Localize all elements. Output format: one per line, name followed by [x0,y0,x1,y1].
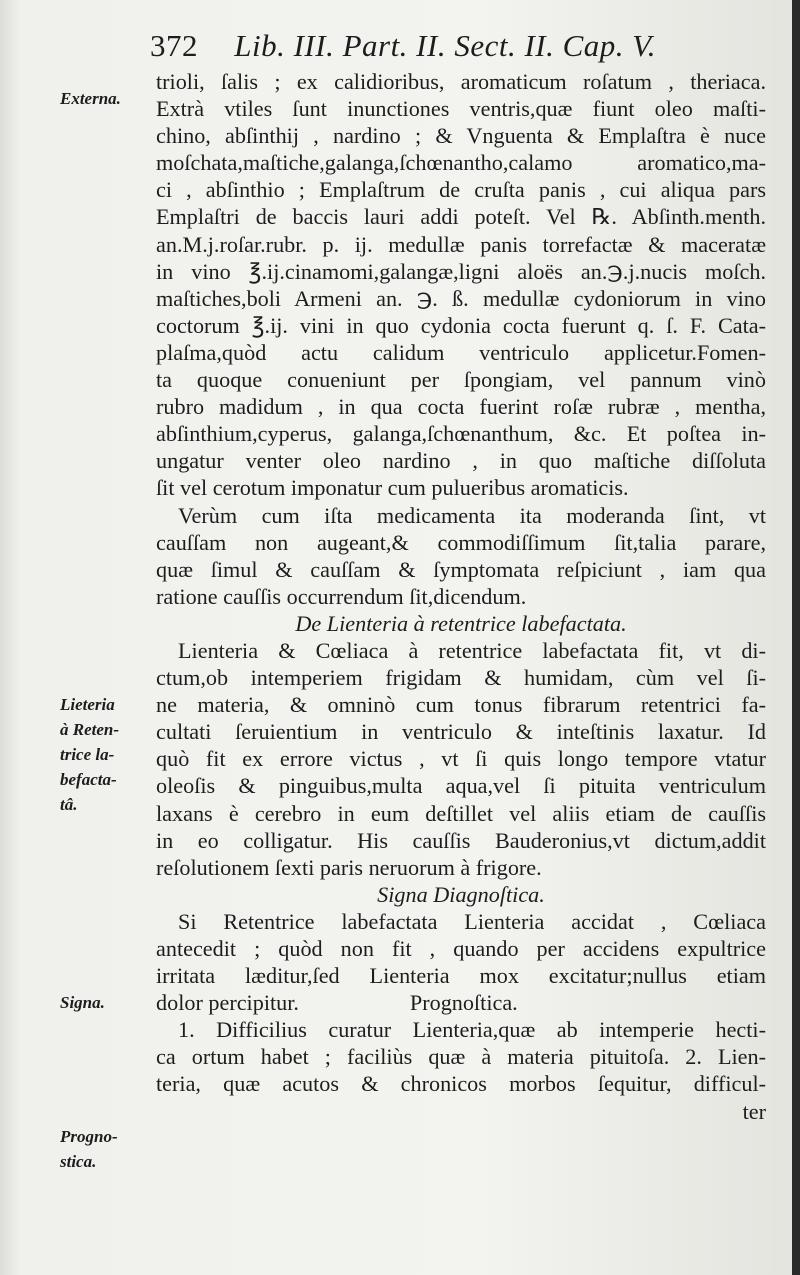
text-line: antecedit ; quòd non fit , quando per accidens expultrice [156,936,766,961]
text-line: in vino ℥.ij.cinamomi,galangæ,ligni aloës an.℈.j.nucis moſch. [156,258,766,284]
text-line: ne materia, & omninò cum tonus fibrarum retentrici fa- [156,692,766,718]
margin-note-lienteria [60,692,152,817]
margin-note-line: Progno- [60,1127,118,1146]
text-line: coctorum ℥.ij. vini in quo cydonia cocta fuerunt q. ſ. F. Cata- [156,312,766,338]
text-line: reſolutionem ſexti paris neruorum à frigore. [156,854,542,880]
text-line: laxans è cerebro in eum deſtillet vel aliis etiam de cauſſis [156,800,766,826]
margin-note-line: befacta- [60,770,117,789]
text-line: trioli, ſalis ; ex calidioribus, aromaticum roſatum , theriaca. [156,69,766,94]
margin-note-line: tâ. [60,795,78,814]
section-heading: Signa Diagnoſtica. [377,881,545,907]
catchword: ter [742,1098,766,1124]
text-line: Lienteria & Cœliaca à retentrice labefactata fit, vt di- [178,637,766,663]
main-text [156,68,766,1125]
text-line: teria, quæ acutos & chronicos morbos ſequitur, difficul- [156,1071,766,1097]
text-line: plaſma,quòd actu calidum ventriculo applicetur.Fomen- [156,339,766,365]
text-line: cultati ſeruientium in ventriculo & inteſtinis laxatur. Id [156,719,766,745]
margin-note-signa [60,990,152,1015]
running-header [150,28,750,64]
text-line: Si Retentrice labefactata Lienteria accidat , Cœliaca [178,908,766,934]
text-line: ſit vel cerotum imponatur cum pulueribus aromaticis. [156,475,629,501]
margin-note-line: trice la- [60,745,115,764]
text-line: quò fit ex errore victus , vt ſi quis longo tempore vtatur [156,746,766,772]
text-line: Emplaſtri de baccis lauri addi poteſt. Vel ℞. Abſinth.menth. [156,204,766,230]
text-line: maſtiches,boli Armeni an. ℈. ß. medullæ cydoniorum in vino [156,285,766,311]
text-line: rubro madidum , in qua cocta fuerint roſæ rubræ , mentha, [156,394,766,420]
text-line: ta quoque conueniunt per ſpongiam, vel pannum vinò [156,367,766,393]
text-line: Verùm cum iſta medicamenta ita moderanda ſint, vt [178,502,766,528]
text-line: an.M.j.roſar.rubr. p. ij. medullæ panis torrefactæ & maceratæ [156,231,766,257]
text-line: chino, abſinthij , nardino ; & Vnguenta & Emplaſtra è nuce [156,123,766,149]
text-line: in eo colligatur. His cauſſis Bauderonius,vt dictum,addit [156,827,766,853]
text-line: 1. Difficilius curatur Lienteria,quæ ab intemperie hecti- [178,1017,766,1043]
margin-note-line: à Reten- [60,720,120,739]
running-title: Lib. III. Part. II. Sect. II. Cap. V. [234,28,656,63]
text-line: ctum,ob intemperiem frigidam & humidam, cùm vel ſi- [156,665,766,691]
margin-note-line: stica. [60,1152,97,1171]
section-heading: De Lienteria à retentrice labefactata. [295,610,627,636]
text-line: ca ortum habet ; faciliùs quæ à materia pituitoſa. 2. Lien- [156,1044,766,1070]
text-line: ratione cauſſis occurrendum ſit,dicendum. [156,583,527,609]
page-edge [792,0,800,1275]
page-number: 372 [150,28,198,63]
text-line: ci , abſinthio ; Emplaſtrum de cruſta panis , cui aliqua pars [156,177,766,203]
text-line: dolor percipitur. Prognoſtica. [156,990,518,1016]
margin-note-line: Signa. [60,993,105,1012]
text-line: irritata læditur,ſed Lienteria mox excitatur;nullus etiam [156,963,766,989]
text-line: oleoſis & pinguibus,multa aqua,vel ſi pituita ventriculum [156,773,766,799]
text-line: cauſſam non augeant,& commodiſſimum ſit,talia parare, [156,529,766,555]
margin-note-line: Externa. [60,89,121,108]
text-line: Extrà vtiles ſunt inunctiones ventris,quæ fiunt oleo maſti- [156,96,766,122]
margin-note-externa [60,86,152,111]
text-line: abſinthium,cyperus, galanga,ſchœnanthum, &c. Et poſtea in- [156,421,766,447]
margin-note-prognostica [60,1124,152,1174]
text-line: quæ ſimul & cauſſam & ſymptomata reſpiciunt , iam qua [156,556,766,582]
text-line: moſchata,maſtiche,galanga,ſchœnantho,calamo aromatico,ma- [156,150,766,176]
text-line: ungatur venter oleo nardino , in quo maſtiche diſſoluta [156,448,766,474]
margin-note-line: Lieteria [60,695,115,714]
